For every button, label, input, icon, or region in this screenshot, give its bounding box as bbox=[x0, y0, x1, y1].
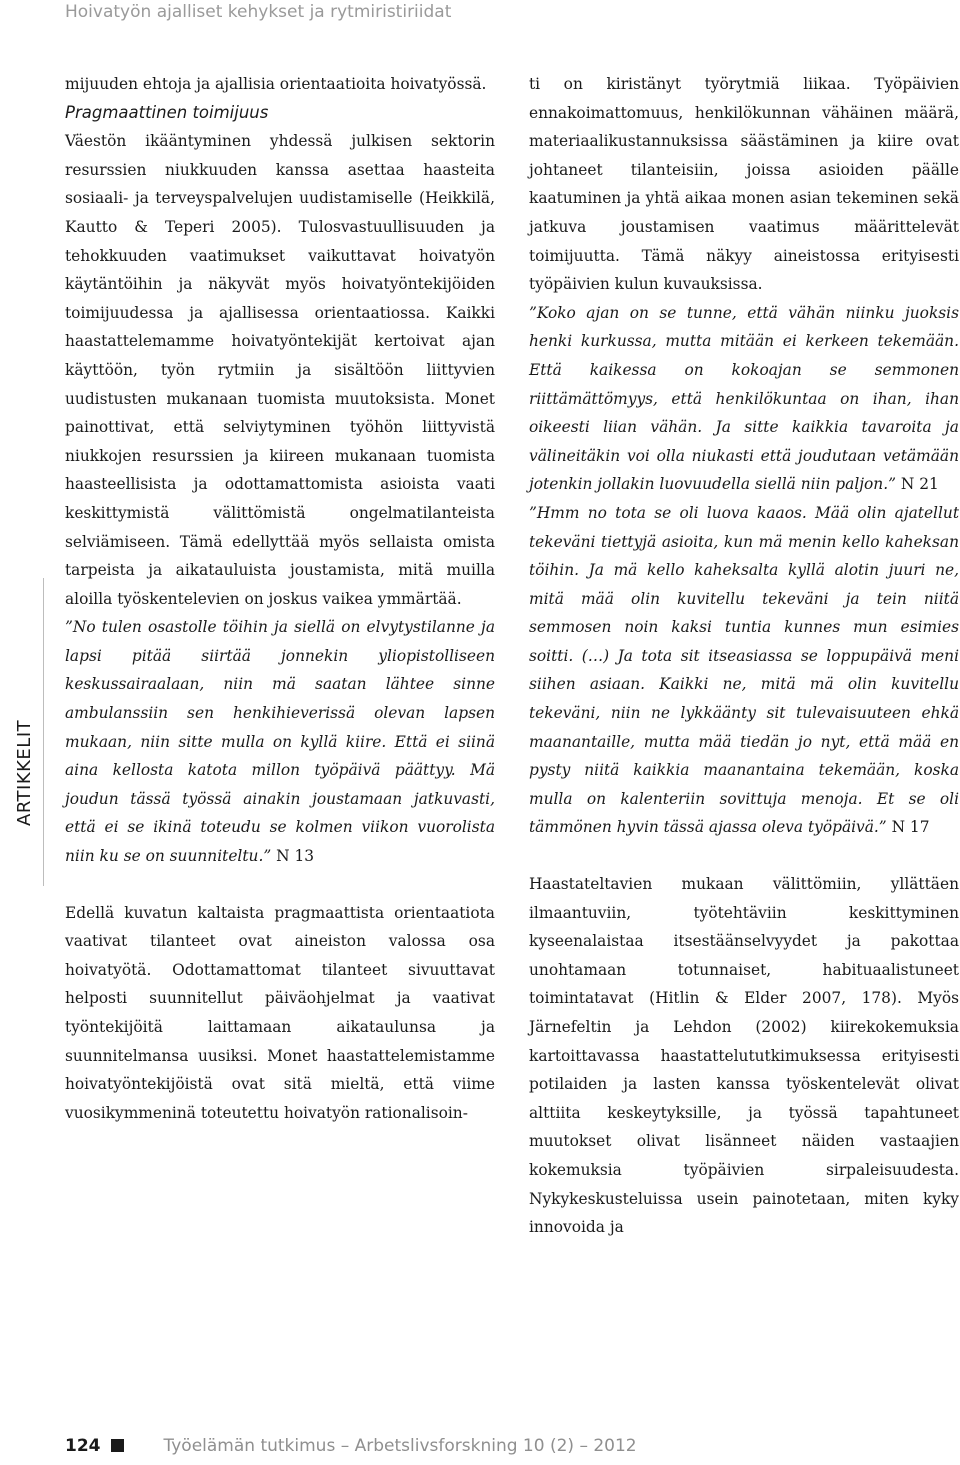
quote-text: ”Hmm no tota se oli luova kaaos. Mää olin ajatellut tekeväni tiettyjä asioita, kun mä menin kello kaheksan töihin. Ja mä kello kaheksalta kyllä alotin juuri ne, mitä mää olin kuvitellu tekeväni ja tein niitä semmosen noin kaksi tuntia kunnes mun esimies soitti. (…) Ja tota sit itseasiassa se loppupäivä meni siihen asiaan. Kaikki ne, mitä mä olin kuvitellu tekeväni, niin ne lykkäänty sit tulevaisuuteen ehkä maanantaille, mutta mää tiedän jo nyt, että mää en pysty niitä kaikkia maanantaina tekemään, koska mulla on kalenteriin sovittuja menoja. Et se oli tämmönen hyvin tässä ajassa oleva työpäivä.” bbox=[529, 503, 959, 837]
interviewee-code: N 21 bbox=[900, 475, 939, 494]
interviewee-code: N 17 bbox=[891, 818, 930, 837]
section-heading: Pragmaattinen toimijuus bbox=[65, 102, 269, 122]
page-footer bbox=[65, 1436, 945, 1456]
quote-text: ”Koko ajan on se tunne, että vähän niinku juoksis henki kurkussa, mutta mitään ei kerkeen tekemään. Että kaikessa on kokoajan se semmonen riittämättömyys, että henkilökuntaa on ihan, ihan oikeesti liian vähän. Ja sitte kaikkia tavaroita ja välineitäkin voi olla niukasti että joudutaan vetämään jotenkin jollakin luovuudella siellä niin paljon.” bbox=[529, 303, 959, 494]
left-paragraph-1: mijuuden ehtoja ja ajallisia orientaatioita hoivatyössä. bbox=[65, 75, 487, 93]
left-paragraph-2: Väestön ikääntyminen yhdessä julkisen sektorin resurssien niukkuuden kanssa asettaa haasteita sosiaali- ja terveyspalvelujen uudistamiselle (Heikkilä, Kautto & Teperi 2005). Tulosvastuullisuuden ja tehokkuuden vaatimukset vaikuttavat hoivatyön käytäntöihin ja näkyvät myös hoivatyöntekijöiden toimijuudessa ja ajallisessa orientaatiossa. Kaikki haastattelemamme hoivatyöntekijät kertoivat ajan käyttöön, työn rytmiin ja sisältöön liittyvien uudistusten mukanaan tuomista muutoksista. Monet painottivat, että selviytyminen työhön liittyvistä niukkojen resurssien ja kiireen mukanaan tuomista haasteellisista ja odottamattomista asioista vaati keskittymistä välittömistä ongelmatilanteista selviämiseen. Tämä edellyttää myös sellaista omista tarpeista ja aikatauluista joustamista, mitä muilla aloilla työskentelevien on joskus vaikea ymmärtää. bbox=[65, 132, 495, 608]
quote-text: ”No tulen osastolle töihin ja siellä on elvytystilanne ja lapsi pitää siirtää jonnekin yliopistolliseen keskussairaalaan, niin mä saatan lähtee sinne ambulanssiin sen henkihieverissä olevan lapsen mukaan, niin sitte mulla on kyllä kiire. Että ei siinä aina kellosta katota millon työpäivä päättyy. Mä joudun tässä työssä ainakin joustamaan jatkuvasti, että ei se ikinä toteudu se kolmen viikon vuorolista niin ku se on suunniteltu.” bbox=[65, 618, 495, 866]
right-column bbox=[529, 70, 959, 1242]
right-paragraph-2: Haastateltavien mukaan välittömiin, yllättäen ilmaantuviin, työtehtäviin keskittyminen kyseenalaistaa itsestäänselvyydet ja pakottaa unohtamaan totunnaiset, habituaalistuneet toimintatavat (Hitlin & Elder 2007, 178). Myös Järnefeltin ja Lehdon (2002) kiirekokemuksia kartoittavassa haastattelututkimuksessa erityisesti potilaiden ja lasten kanssa työskentelevät olivat alttiita keskeytyksille, ja työssä tapahtuneet muutokset olivat lisänneet näiden vastaajien kokemuksia työpäivien sirpaleisuudesta. Nykykeskusteluissa usein painotetaan, miten kyky innovoida ja bbox=[529, 875, 959, 1237]
left-paragraph-3: Edellä kuvatun kaltaista pragmaattista orientaatiota vaativat tilanteet ovat aineiston valossa osa hoivatyötä. Odottamattomat tilanteet sivuuttavat helposti suunnitellut päiväohjelmat ja vaativat työntekijöitä laittamaan aikataulunsa ja suunnitelmansa uusiksi. Monet haastattelemistamme hoivatyöntekijöistä ovat sitä mieltä, että viime vuosikymmeninä toteutettu hoivatyön rationalisoin- bbox=[65, 903, 495, 1122]
section-side-tab bbox=[8, 578, 50, 886]
left-column bbox=[65, 70, 495, 1127]
square-bullet-icon bbox=[111, 1439, 124, 1452]
journal-citation: Työelämän tutkimus – Arbetslivsforskning 10 (2) – 2012 bbox=[163, 1436, 637, 1456]
right-paragraph-1: ti on kiristänyt työrytmiä liikaa. Työpäivien ennakoimattomuus, henkilökunnan vähäinen määrä, materiaalikustannuksissa säästäminen ja kiire ovat johtaneet tilanteisiin, joissa asioiden päälle kaatuminen ja yhtä aikaa monen asian tekeminen sekä jatkuva joustamisen vaatimus määrittelevät toimijuutta. Tämä näkyy aineistossa erityisesti työpäivien kulun kuvauksissa. bbox=[529, 75, 959, 294]
side-tab-label: ARTIKKELIT bbox=[14, 719, 35, 826]
interview-quote-n13 bbox=[65, 613, 495, 870]
side-tab-rule bbox=[43, 578, 44, 886]
interviewee-code: N 13 bbox=[276, 847, 315, 866]
interview-quote-n17 bbox=[529, 499, 959, 842]
interview-quote-n21 bbox=[529, 299, 959, 499]
page-number: 124 bbox=[65, 1436, 101, 1456]
running-head: Hoivatyön ajalliset kehykset ja rytmiristiriidat bbox=[65, 2, 452, 22]
